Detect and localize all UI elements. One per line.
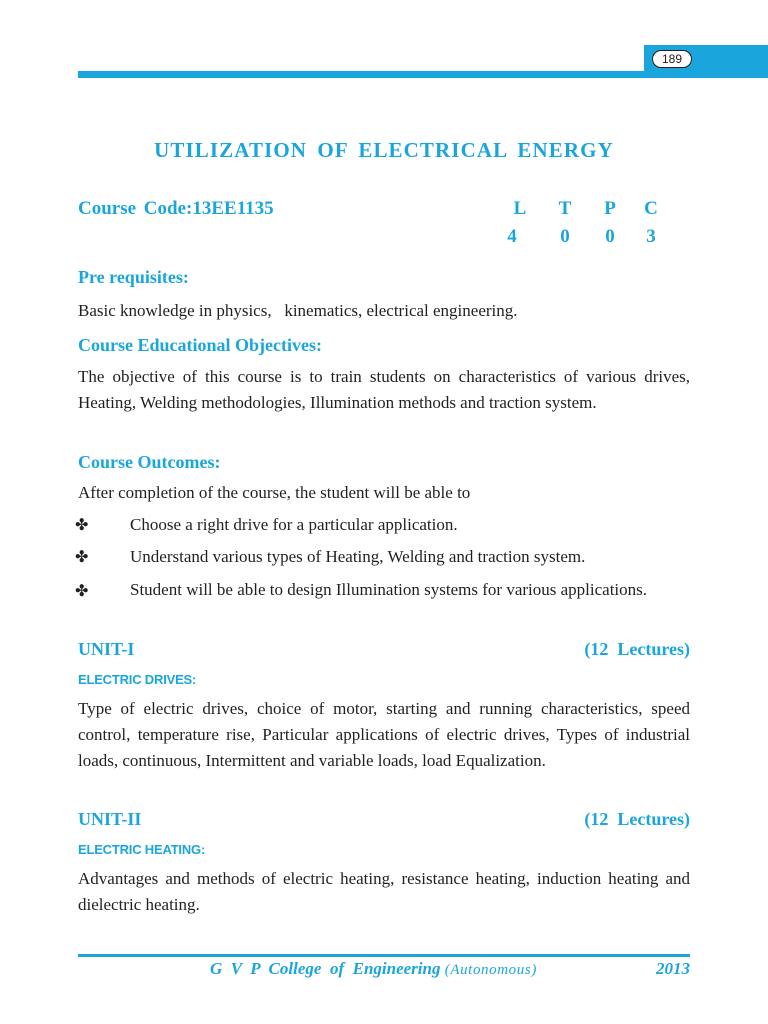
prerequisites-heading: Pre requisites: — [78, 267, 189, 287]
outcome-item: Student will be able to design Illumination systems for various applications. — [130, 580, 648, 599]
course-title: UTILIZATION OF ELECTRICAL ENERGY — [154, 138, 614, 162]
ltpc-value-p: 0 — [605, 226, 615, 247]
ltpc-value-t: 0 — [560, 226, 570, 247]
footer-year: 2013 — [656, 959, 690, 978]
unit-1-lectures: (12 Lectures) — [584, 639, 690, 659]
bullet-icon: ✤ — [75, 583, 89, 600]
page-number: 189 — [652, 50, 692, 68]
outcome-item: Choose a right drive for a particular application. — [130, 515, 458, 534]
ltpc-value-c: 3 — [646, 226, 656, 247]
unit-1-subtitle: ELECTRIC DRIVES: — [78, 672, 197, 687]
outcomes-heading: Course Outcomes: — [78, 452, 221, 472]
bullet-icon: ✤ — [75, 549, 89, 566]
objectives-text: The objective of this course is to train students on characteristics of various drives, Heating, Welding methodologies, Illumination methods and traction system. — [78, 367, 690, 412]
unit-1-title: UNIT-I — [78, 639, 135, 659]
bullet-icon: ✤ — [75, 517, 89, 534]
course-code: Course Code:13EE1135 — [78, 198, 274, 219]
ltpc-label-c: C — [644, 198, 658, 219]
header-rule — [78, 71, 768, 78]
unit-2-title: UNIT-II — [78, 809, 142, 829]
unit-2-lectures: (12 Lectures) — [584, 809, 690, 829]
footer-rule — [78, 954, 690, 957]
unit-2-text: Advantages and methods of electric heating, resistance heating, induction heating and dielectric heating. — [78, 869, 690, 914]
unit-2-subtitle: ELECTRIC HEATING: — [78, 842, 206, 857]
unit-1-text: Type of electric drives, choice of motor, starting and running characteristics, speed control, temperature rise, Particular applications of electric drives, Types of industrial loads, continuous, Intermittent and variable loads, load Equalization. — [78, 699, 690, 770]
outcomes-intro: After completion of the course, the student will be able to — [78, 483, 471, 502]
ltpc-label-p: P — [604, 198, 616, 219]
objectives-heading: Course Educational Objectives: — [78, 335, 322, 355]
footer-autonomous: (Autonomous) — [444, 962, 537, 978]
ltpc-label-l: L — [513, 198, 527, 219]
prerequisites-text: Basic knowledge in physics, kinematics, electrical engineering. — [78, 301, 518, 320]
footer-college — [210, 959, 537, 979]
outcome-item: Understand various types of Heating, Welding and traction system. — [130, 547, 586, 566]
ltpc-value-l: 4 — [507, 226, 517, 247]
ltpc-label-t: T — [558, 198, 572, 219]
footer-college-name: G V P College of Engineering — [210, 959, 441, 978]
